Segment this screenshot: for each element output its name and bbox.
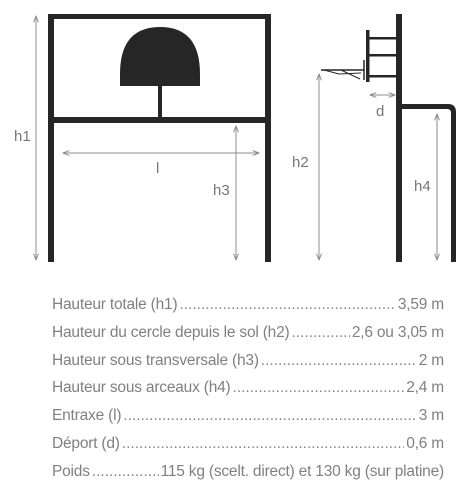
dot-leader — [92, 463, 159, 481]
side-dimensions — [292, 74, 437, 260]
specifications-list — [52, 296, 444, 491]
spec-label: Hauteur totale (h1) — [52, 296, 178, 313]
spec-row — [52, 463, 444, 491]
spec-row — [52, 379, 444, 407]
net-line-3 — [341, 70, 360, 79]
spec-label: Déport (d) — [52, 434, 120, 452]
spec-label: Hauteur du cercle depuis le sol (h2) — [52, 323, 290, 341]
spec-row — [52, 407, 444, 435]
h4-label: h4 — [414, 178, 431, 195]
dot-leader — [122, 435, 404, 453]
backboard-shape — [120, 27, 200, 86]
side-post — [396, 14, 402, 262]
cross-beam — [48, 117, 271, 123]
spec-label: Entraxe (l) — [52, 407, 122, 425]
spec-value: 115 kg (scelt. direct) et 130 kg (sur platine) — [160, 462, 444, 480]
left-post — [48, 14, 54, 262]
h1-label: h1 — [14, 128, 31, 145]
spec-label: Poids — [52, 462, 90, 480]
dot-leader — [123, 407, 416, 425]
bracket-arm-top — [366, 37, 398, 40]
spec-row — [52, 296, 444, 324]
spec-value: 2,4 m — [406, 379, 444, 397]
h3-label: h3 — [213, 182, 230, 199]
spec-label: Hauteur sous transversale (h3) — [52, 351, 259, 369]
spec-value: 2 m — [418, 351, 444, 369]
spec-row — [52, 352, 444, 380]
l-label: l — [156, 160, 160, 177]
right-post — [265, 14, 271, 262]
front-view — [48, 14, 271, 262]
spec-value: 3,59 m — [397, 296, 444, 313]
bracket-arm-middle — [366, 54, 398, 57]
top-beam — [48, 14, 271, 19]
dot-leader — [233, 379, 405, 397]
bracket-arm-bottom — [366, 75, 398, 78]
dot-leader — [261, 352, 417, 370]
dot-leader — [179, 296, 395, 314]
side-view — [321, 14, 456, 262]
spec-value: 0,6 m — [406, 434, 444, 452]
spec-row — [52, 435, 444, 463]
h2-label: h2 — [292, 154, 309, 171]
dot-leader — [292, 324, 350, 342]
backboard-support — [158, 86, 162, 117]
d-label: d — [376, 103, 385, 120]
spec-row — [52, 324, 444, 352]
spec-value: 3 m — [418, 407, 444, 425]
spec-value: 2,6 ou 3,05 m — [351, 323, 444, 341]
spec-label: Hauteur sous arceaux (h4) — [52, 379, 231, 397]
